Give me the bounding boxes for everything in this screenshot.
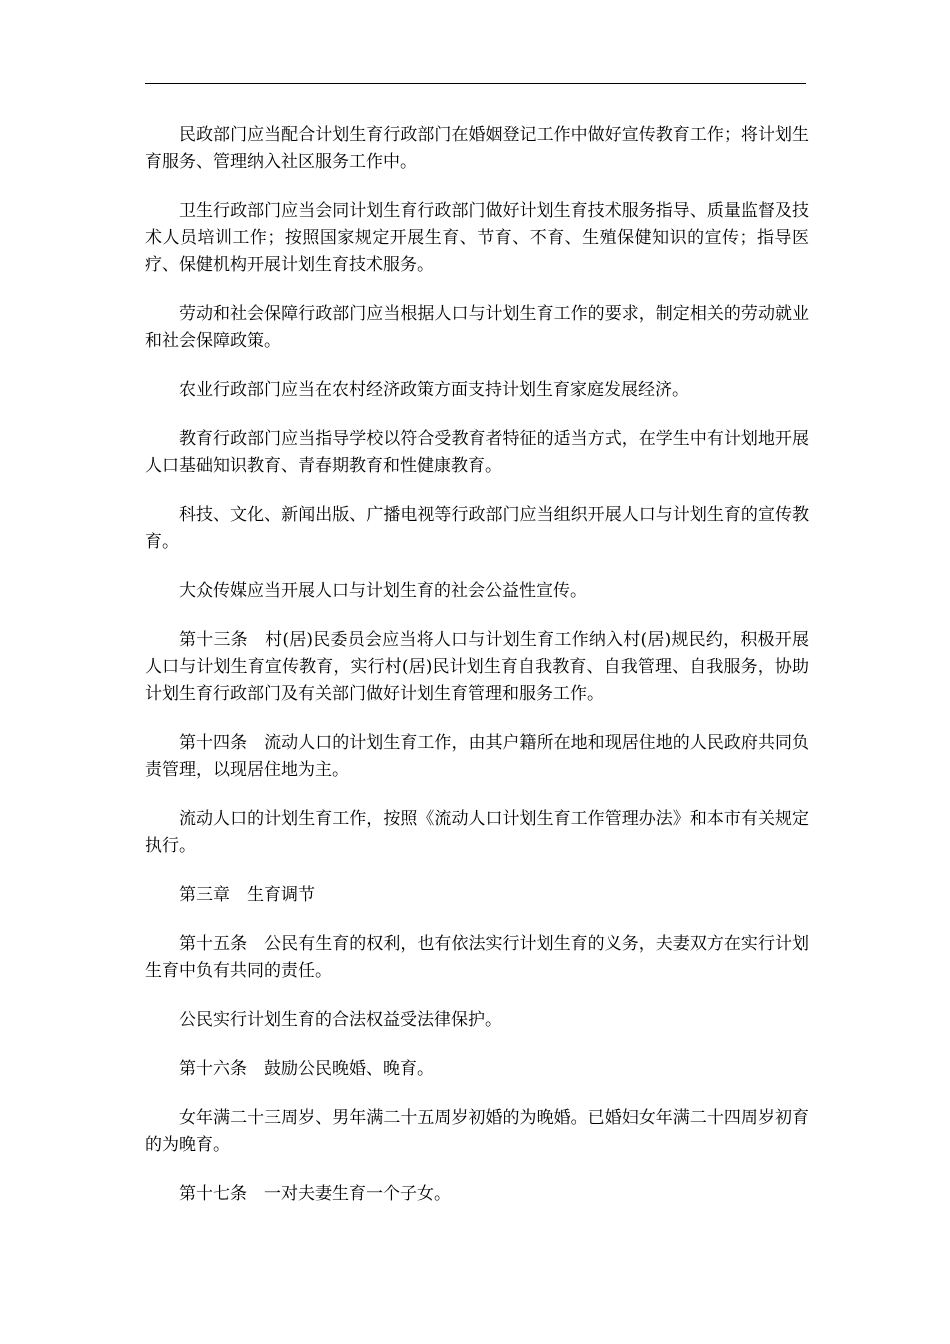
paragraph-article-14: 第十四条 流动人口的计划生育工作，由其户籍所在地和现居住地的人民政府共同负责管理，以现居住地为主。 (145, 733, 809, 780)
chapter-heading: 第三章 生育调节 (179, 885, 315, 905)
paragraph-legal-protection: 公民实行计划生育的合法权益受法律保护。 (179, 1010, 502, 1030)
paragraph-health: 卫生行政部门应当会同计划生育行政部门做好计划生育技术服务指导、质量监督及技术人员培训工作；按照国家规定开展生育、节育、不育、生殖保健知识的宣传；指导医疗、保健机构开展计划生育技术服务。 (145, 201, 809, 275)
paragraph-mass-media: 大众传媒应当开展人口与计划生育的社会公益性宣传。 (179, 581, 587, 601)
paragraph-science-culture-media: 科技、文化、新闻出版、广播电视等行政部门应当组织开展人口与计划生育的宣传教育。 (145, 505, 809, 552)
paragraph-article-17: 第十七条 一对夫妻生育一个子女。 (179, 1184, 451, 1204)
paragraph-civil-affairs: 民政部门应当配合计划生育行政部门在婚姻登记工作中做好宣传教育工作；将计划生育服务、管理纳入社区服务工作中。 (145, 125, 809, 172)
header-rule (145, 83, 806, 84)
paragraph-floating-population: 流动人口的计划生育工作，按照《流动人口计划生育工作管理办法》和本市有关规定执行。 (145, 809, 809, 856)
paragraph-late-marriage: 女年满二十三周岁、男年满二十五周岁初婚的为晚婚。已婚妇女年满二十四周岁初育的为晚育。 (145, 1108, 809, 1155)
paragraph-agriculture: 农业行政部门应当在农村经济政策方面支持计划生育家庭发展经济。 (179, 380, 689, 400)
paragraph-labor-social-security: 劳动和社会保障行政部门应当根据人口与计划生育工作的要求，制定相关的劳动就业和社会保障政策。 (145, 304, 809, 351)
paragraph-education: 教育行政部门应当指导学校以符合受教育者特征的适当方式，在学生中有计划地开展人口基础知识教育、青春期教育和性健康教育。 (145, 429, 809, 476)
paragraph-article-13: 第十三条 村(居)民委员会应当将人口与计划生育工作纳入村(居)规民约，积极开展人口与计划生育宣传教育，实行村(居)民计划生育自我教育、自我管理、自我服务，协助计划生育行政部门及有关部门做好计划生育管理和服务工作。 (145, 630, 809, 704)
paragraph-article-16: 第十六条 鼓励公民晚婚、晚育。 (179, 1059, 434, 1079)
document-body (145, 122, 809, 1230)
paragraph-article-15: 第十五条 公民有生育的权利，也有依法实行计划生育的义务，夫妻双方在实行计划生育中负有共同的责任。 (145, 934, 809, 981)
